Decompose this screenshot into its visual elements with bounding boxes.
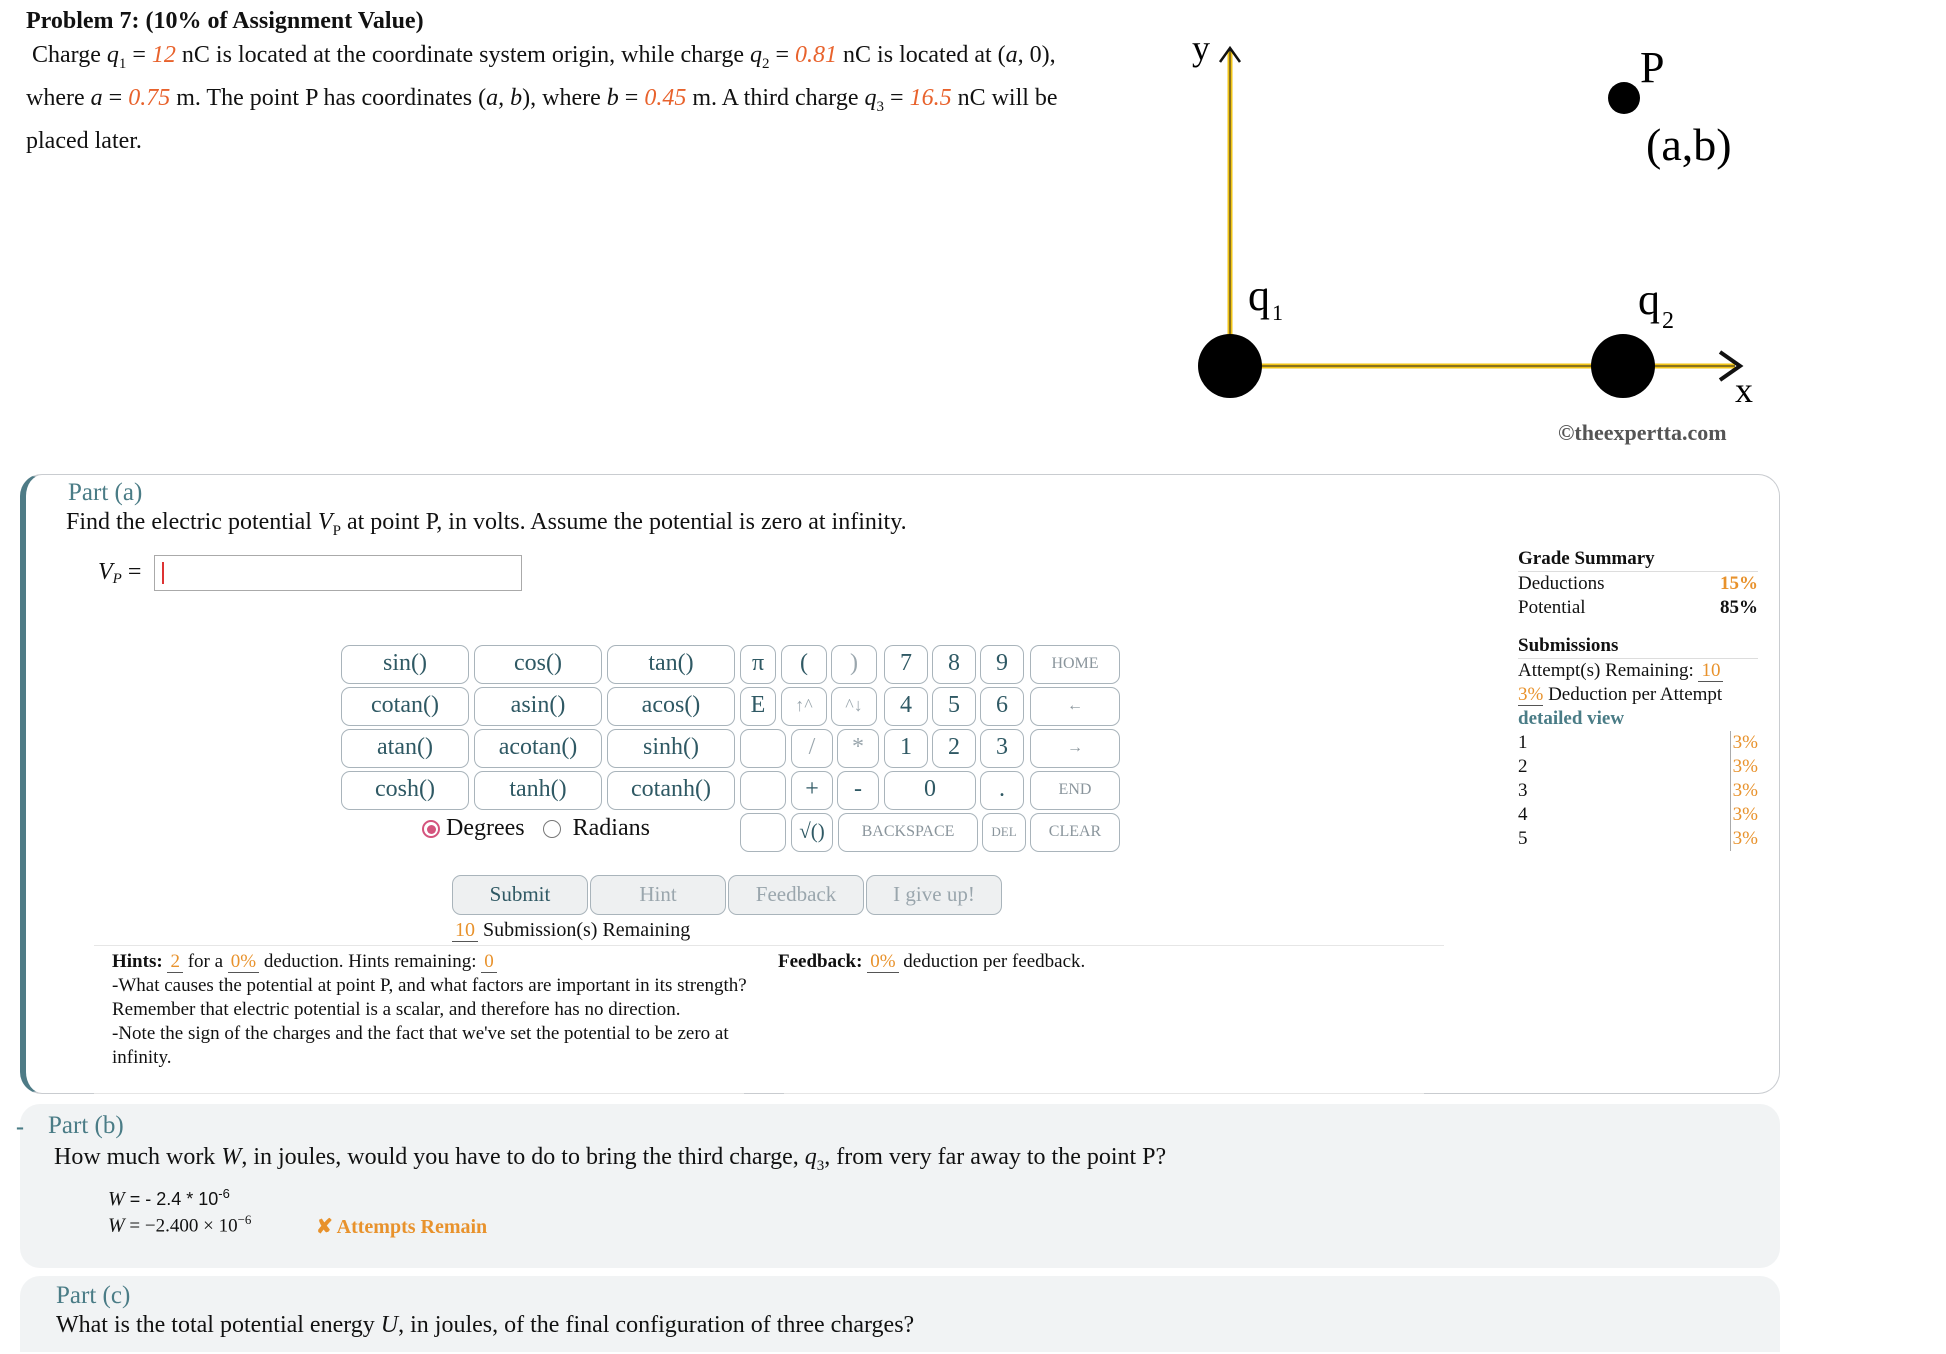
grade-summary	[1518, 547, 1758, 851]
key-clear[interactable]: CLEAR	[1030, 813, 1120, 852]
submissions-title: Submissions	[1518, 634, 1758, 659]
statement-text: m. The point P has coordinates (	[176, 84, 487, 111]
answer-label-symbol: V	[98, 559, 113, 585]
q2-symbol: q	[750, 42, 762, 68]
give-up-button[interactable]: I give up!	[866, 875, 1002, 915]
parsed-value: = −2.400 × 10	[129, 1215, 238, 1237]
key-cos[interactable]: cos()	[474, 645, 602, 684]
a-value: 0.75	[128, 84, 171, 111]
hints-label: Hints:	[112, 951, 163, 972]
key-blank-3[interactable]	[740, 813, 786, 852]
part-a-question	[66, 509, 907, 540]
key-cotan[interactable]: cotan()	[341, 687, 469, 726]
hints-count: 2	[167, 951, 183, 973]
key-5[interactable]: 5	[932, 687, 976, 726]
detailed-view-link[interactable]: detailed view	[1518, 708, 1625, 729]
q2-subscript: 2	[762, 55, 770, 72]
statement-text: placed later.	[26, 127, 142, 154]
degrees-radio[interactable]	[422, 820, 440, 838]
hints-text: for a	[187, 951, 224, 972]
attempt-pct: 3%	[1730, 731, 1758, 755]
copyright: ©theexpertta.com	[1558, 420, 1727, 445]
w-symbol: W	[221, 1144, 242, 1170]
u-symbol: U	[380, 1312, 399, 1338]
key-divide[interactable]: /	[791, 729, 833, 768]
q1-value: 12	[151, 42, 176, 68]
key-backspace[interactable]: BACKSPACE	[838, 813, 978, 852]
parsed-exponent: −6	[237, 1212, 252, 1227]
statement-text: nC will be	[957, 84, 1058, 111]
q1-subscript: 1	[118, 55, 127, 72]
entered-w-label: W	[108, 1188, 125, 1210]
key-blank-2[interactable]	[740, 771, 786, 810]
q3-symbol: q	[864, 84, 877, 111]
key-9[interactable]: 9	[980, 645, 1024, 684]
key-up[interactable]: ↑^	[781, 687, 827, 726]
part-b-panel	[16, 1104, 1780, 1268]
radians-radio[interactable]	[543, 820, 561, 838]
submit-button[interactable]: Submit	[452, 875, 588, 915]
key-acos[interactable]: acos()	[607, 687, 735, 726]
key-down[interactable]: ^↓	[831, 687, 877, 726]
key-minus[interactable]: -	[837, 771, 879, 810]
submissions-text: Submission(s) Remaining	[483, 919, 691, 941]
statement-text: , 0),	[1017, 42, 1056, 68]
equals: =	[108, 84, 123, 111]
statement-text: nC is located at (	[843, 42, 1006, 68]
key-7[interactable]: 7	[884, 645, 928, 684]
point-p	[1608, 82, 1640, 114]
key-left-arrow[interactable]: ←	[1030, 687, 1120, 726]
equals: =	[132, 42, 146, 68]
key-cosh[interactable]: cosh()	[341, 771, 469, 810]
q3-value: 16.5	[909, 84, 952, 111]
a-symbol: a	[1005, 42, 1018, 68]
charge-diagram	[1160, 20, 1780, 460]
deductions-label: Deductions	[1518, 573, 1605, 594]
attempts-label: Attempt(s) Remaining:	[1518, 660, 1694, 681]
key-tan[interactable]: tan()	[607, 645, 735, 684]
text-caret	[162, 562, 164, 584]
submissions-count: 10	[452, 919, 478, 942]
entered-exponent: -6	[218, 1186, 230, 1201]
x-axis-label: x	[1735, 370, 1753, 410]
attempt-pct: 3%	[1730, 827, 1758, 851]
feedback-section	[778, 950, 1418, 974]
key-end[interactable]: END	[1030, 771, 1120, 810]
vp-answer-input[interactable]	[154, 555, 522, 591]
q2-label-sub: 2	[1662, 308, 1674, 334]
feedback-button[interactable]: Feedback	[728, 875, 864, 915]
attempts-remain-status	[316, 1214, 487, 1239]
attempt-row	[1518, 731, 1758, 755]
attempt-number: 4	[1518, 804, 1528, 825]
hints-deduction: 0%	[228, 951, 259, 973]
vp-subscript: P	[332, 522, 341, 539]
feedback-text: deduction per feedback.	[903, 951, 1086, 972]
question-text: How much work	[54, 1144, 216, 1170]
equals: =	[890, 84, 904, 111]
attempt-pct: 3%	[1730, 755, 1758, 779]
statement-text: nC is located at the coordinate system origin, while charge	[181, 42, 744, 68]
answer-field-wrap	[154, 555, 522, 591]
attempt-number: 1	[1518, 732, 1528, 753]
answer-label	[98, 559, 141, 588]
part-c-question	[56, 1312, 914, 1339]
divider	[94, 1093, 744, 1094]
deductions-value: 15%	[1720, 573, 1758, 594]
part-c-panel[interactable]	[20, 1276, 1780, 1352]
attempt-list	[1518, 731, 1758, 851]
status-text: ✘ Attempts Remain	[316, 1216, 488, 1238]
key-sin[interactable]: sin()	[341, 645, 469, 684]
per-attempt-label: Deduction per Attempt	[1548, 684, 1723, 705]
submissions-remaining	[452, 919, 690, 942]
divider	[784, 1093, 1424, 1094]
hints-section	[112, 950, 762, 1070]
entered-answer	[108, 1186, 230, 1211]
per-attempt-value: 3%	[1518, 684, 1544, 705]
key-del[interactable]: DEL	[982, 813, 1026, 852]
q1-symbol: q	[106, 42, 119, 68]
radians-label: Radians	[572, 815, 650, 841]
part-c-title: Part (c)	[56, 1282, 131, 1309]
question-text: at point P, in volts. Assume the potential is zero at infinity.	[346, 509, 907, 535]
degrees-label: Degrees	[446, 815, 525, 841]
equals: =	[775, 42, 790, 68]
key-acotan[interactable]: acotan()	[474, 729, 602, 768]
attempts-value: 10	[1698, 660, 1723, 682]
parsed-w-label: W	[108, 1214, 125, 1237]
entered-value: = - 2.4 * 10	[129, 1189, 219, 1209]
potential-label: Potential	[1518, 597, 1586, 618]
key-sinh[interactable]: sinh()	[607, 729, 735, 768]
key-blank-1[interactable]	[740, 729, 786, 768]
attempt-number: 2	[1518, 756, 1528, 777]
feedback-deduction: 0%	[867, 951, 898, 973]
y-axis-label: y	[1192, 28, 1210, 68]
attempt-pct: 3%	[1730, 803, 1758, 827]
grade-summary-title: Grade Summary	[1518, 547, 1758, 572]
q3-subscript: 3	[876, 98, 885, 115]
q3-subscript: 3	[816, 1157, 825, 1174]
hints-remaining: 0	[481, 951, 497, 973]
statement-text: m. A third charge	[692, 84, 859, 111]
key-asin[interactable]: asin()	[474, 687, 602, 726]
key-plus[interactable]: +	[791, 771, 833, 810]
key-3[interactable]: 3	[980, 729, 1024, 768]
key-4[interactable]: 4	[884, 687, 928, 726]
parsed-answer	[108, 1212, 251, 1237]
attempt-number: 5	[1518, 828, 1528, 849]
key-tanh[interactable]: tanh()	[474, 771, 602, 810]
vp-symbol: V	[317, 509, 333, 535]
q3-symbol: q	[804, 1144, 817, 1170]
question-text: Find the electric potential	[66, 509, 312, 535]
key-1[interactable]: 1	[884, 729, 928, 768]
key-right-arrow[interactable]: →	[1030, 729, 1120, 768]
key-8[interactable]: 8	[932, 645, 976, 684]
potential-value: 85%	[1720, 597, 1758, 618]
statement-text: ), where	[522, 84, 601, 111]
key-home[interactable]: HOME	[1030, 645, 1120, 684]
question-text: , in joules, would you have to do to bring the third charge,	[241, 1144, 799, 1170]
part-a-title: Part (a)	[68, 479, 143, 506]
key-multiply[interactable]: *	[837, 729, 879, 768]
problem-title: Problem 7: (10% of Assignment Value)	[26, 8, 424, 34]
q2-value: 0.81	[795, 42, 838, 68]
answer-label-eq: =	[121, 559, 142, 585]
attempt-number: 3	[1518, 780, 1528, 801]
q1-label-sub: 1	[1272, 300, 1283, 325]
key-rparen[interactable]: )	[831, 645, 877, 684]
part-b-title: Part (b)	[48, 1112, 124, 1139]
collapse-indicator[interactable]: -	[16, 1114, 24, 1140]
key-pi[interactable]: π	[740, 645, 776, 684]
attempt-pct: 3%	[1730, 779, 1758, 803]
answer-label-sub: P	[112, 571, 122, 588]
divider	[94, 945, 1444, 946]
ab-pair: a, b	[486, 84, 523, 111]
b-value: 0.45	[644, 84, 687, 111]
question-text: , from very far away to the point P?	[824, 1144, 1167, 1170]
point-p-label: P	[1640, 43, 1665, 92]
statement-text: Charge	[32, 42, 101, 68]
key-lparen[interactable]: (	[781, 645, 827, 684]
q2-label: q	[1638, 275, 1660, 324]
feedback-label: Feedback:	[778, 951, 863, 972]
attempt-row	[1518, 755, 1758, 779]
question-text: What is the total potential energy	[56, 1312, 375, 1338]
question-text: , in joules, of the final configuration of three charges?	[398, 1312, 915, 1338]
attempt-row	[1518, 803, 1758, 827]
key-e[interactable]: E	[740, 687, 776, 726]
key-dot[interactable]: .	[980, 771, 1024, 810]
key-2[interactable]: 2	[932, 729, 976, 768]
hint-button[interactable]: Hint	[590, 875, 726, 915]
attempt-row	[1518, 779, 1758, 803]
point-p-coords: (a,b)	[1646, 119, 1732, 170]
key-cotanh[interactable]: cotanh()	[607, 771, 735, 810]
equals: =	[624, 84, 639, 111]
q1-label: q	[1248, 271, 1270, 320]
key-sqrt[interactable]: √()	[791, 813, 833, 852]
problem-statement	[26, 38, 1146, 158]
key-atan[interactable]: atan()	[341, 729, 469, 768]
hints-text: deduction. Hints remaining:	[263, 951, 477, 972]
b-symbol: b	[606, 84, 619, 111]
hint-2: -Note the sign of the charges and the fact that we've set the potential to be zero at infinity.	[112, 1023, 729, 1068]
q1-charge	[1198, 334, 1262, 398]
statement-text: where	[26, 84, 85, 111]
key-6[interactable]: 6	[980, 687, 1024, 726]
a-symbol: a	[90, 84, 103, 111]
attempt-row	[1518, 827, 1758, 851]
hint-1: -What causes the potential at point P, and what factors are important in its strength? Remember that electric potential is a scalar, and therefore has no direction.	[112, 975, 747, 1020]
angle-mode	[422, 815, 650, 842]
q2-charge	[1591, 334, 1655, 398]
part-b-question	[54, 1144, 1166, 1175]
key-0[interactable]: 0	[884, 771, 976, 810]
